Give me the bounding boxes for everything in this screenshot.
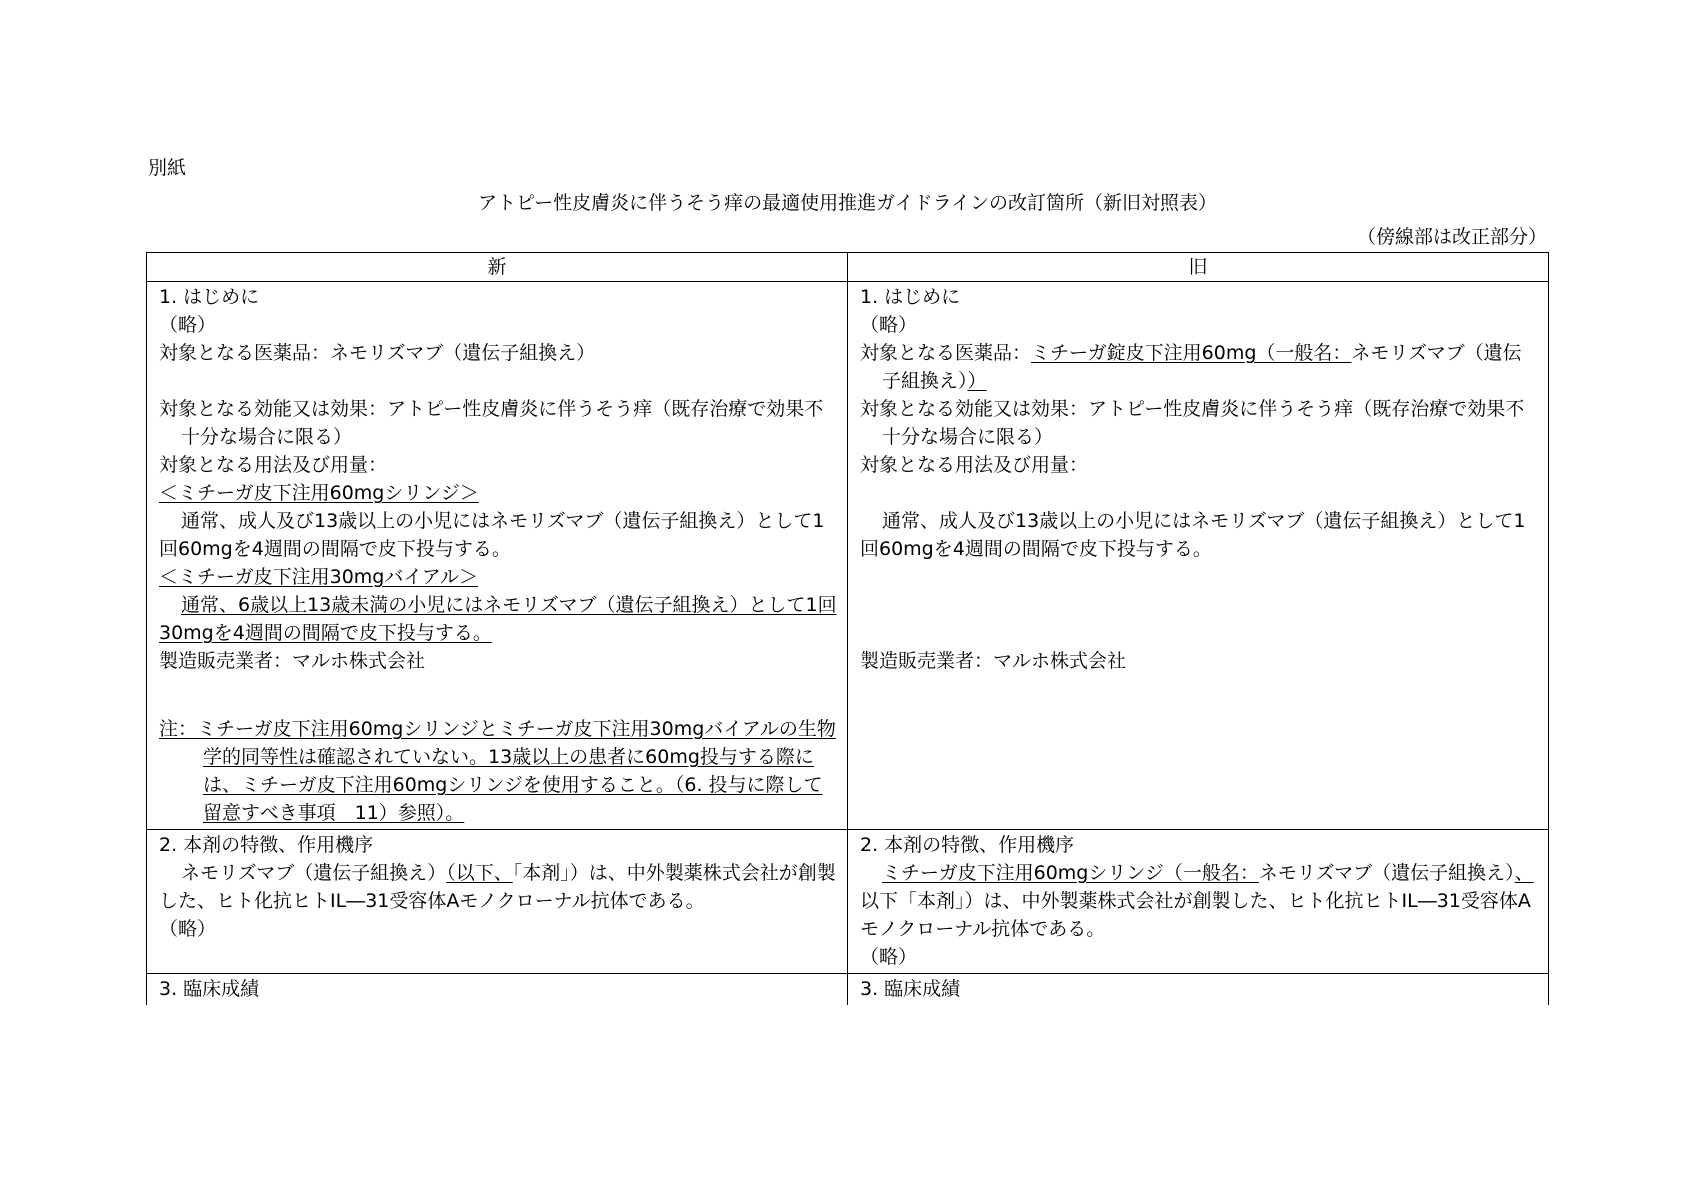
document-title: アトピー性皮膚炎に伴うそう痒の最適使用推進ガイドラインの改訂箇所（新旧対照表） xyxy=(477,192,1218,214)
section-heading: 3. 臨床成績 xyxy=(159,978,260,1000)
column-header-old: 旧 xyxy=(848,253,1549,282)
vial-heading: ＜ミチーガ皮下注用30mgバイアル＞ xyxy=(159,566,479,588)
table-row-section-3 xyxy=(147,974,1549,1006)
old-cell-section-1 xyxy=(848,282,1549,830)
vial-dosage-text: 通常、6歳以上13歳未満の小児にはネモリズマブ（遺伝子組換え）として1回30mgを4週間の間隔で皮下投与する。 xyxy=(159,594,837,644)
mechanism-text: ミチーガ皮下注用60mgシリンジ（一般名：ネモリズマブ（遺伝子組換え）、以下「本剤」）は、中外製薬株式会社が創製した、ヒト化抗ヒトIL―31受容体Aモノクローナル抗体である。 xyxy=(860,862,1534,940)
underline-note: （傍線部は改正部分） xyxy=(1356,226,1547,248)
omitted-text: （略） xyxy=(159,314,217,336)
new-cell-section-1 xyxy=(147,282,848,830)
manufacturer: 製造販売業者：マルホ株式会社 xyxy=(159,650,426,672)
manufacturer: 製造販売業者：マルホ株式会社 xyxy=(860,650,1127,672)
new-cell-section-2 xyxy=(147,830,848,974)
omitted-text: （略） xyxy=(860,314,918,336)
section-heading: 1. はじめに xyxy=(860,286,961,308)
target-drug: 対象となる医薬品：ネモリズマブ（遺伝子組換え） xyxy=(159,342,596,364)
old-cell-section-2 xyxy=(848,830,1549,974)
dosage-text: 通常、成人及び13歳以上の小児にはネモリズマブ（遺伝子組換え）として1回60mgを4週間の間隔で皮下投与する。 xyxy=(860,510,1526,560)
target-drug: 対象となる医薬品：ミチーガ錠皮下注用60mg（一般名：ネモリズマブ（遺伝子組換え）） xyxy=(860,342,1522,392)
old-cell-section-3 xyxy=(848,974,1549,1006)
comparison-table xyxy=(146,252,1549,1005)
new-cell-section-3 xyxy=(147,974,848,1006)
section-heading: 2. 本剤の特徴、作用機序 xyxy=(860,834,1075,856)
omitted-text: （略） xyxy=(860,946,918,968)
column-header-new: 新 xyxy=(147,253,848,282)
syringe-dosage-text: 通常、成人及び13歳以上の小児にはネモリズマブ（遺伝子組換え）として1回60mgを4週間の間隔で皮下投与する。 xyxy=(159,510,825,560)
table-row-section-1 xyxy=(147,282,1549,830)
target-efficacy: 対象となる効能又は効果：アトピー性皮膚炎に伴うそう痒（既存治療で効果不十分な場合に限る） xyxy=(159,398,824,448)
dosage-heading: 対象となる用法及び用量： xyxy=(860,454,1089,476)
syringe-heading: ＜ミチーガ皮下注用60mgシリンジ＞ xyxy=(159,482,479,504)
omitted-text: （略） xyxy=(159,918,217,940)
page-label: 別紙 xyxy=(148,157,187,179)
section-heading: 1. はじめに xyxy=(159,286,260,308)
table-header-row xyxy=(147,253,1549,282)
section-heading: 3. 臨床成績 xyxy=(860,978,961,1000)
mechanism-text: ネモリズマブ（遺伝子組換え）（以下、「本剤」）は、中外製薬株式会社が創製した、ヒト化抗ヒトIL―31受容体Aモノクローナル抗体である。 xyxy=(159,862,836,912)
dosage-heading: 対象となる用法及び用量： xyxy=(159,454,388,476)
section-heading: 2. 本剤の特徴、作用機序 xyxy=(159,834,374,856)
bioequivalence-note: 注：ミチーガ皮下注用60mgシリンジとミチーガ皮下注用30mgバイアルの生物学的同等性は確認されていない。13歳以上の患者に60mg投与する際には、ミチーガ皮下注用60mgシリンジを使用すること。（6. 投与に際して留意すべき事項 11）参照）。 xyxy=(159,718,836,824)
target-efficacy: 対象となる効能又は効果：アトピー性皮膚炎に伴うそう痒（既存治療で効果不十分な場合に限る） xyxy=(860,398,1525,448)
table-row-section-2 xyxy=(147,830,1549,974)
